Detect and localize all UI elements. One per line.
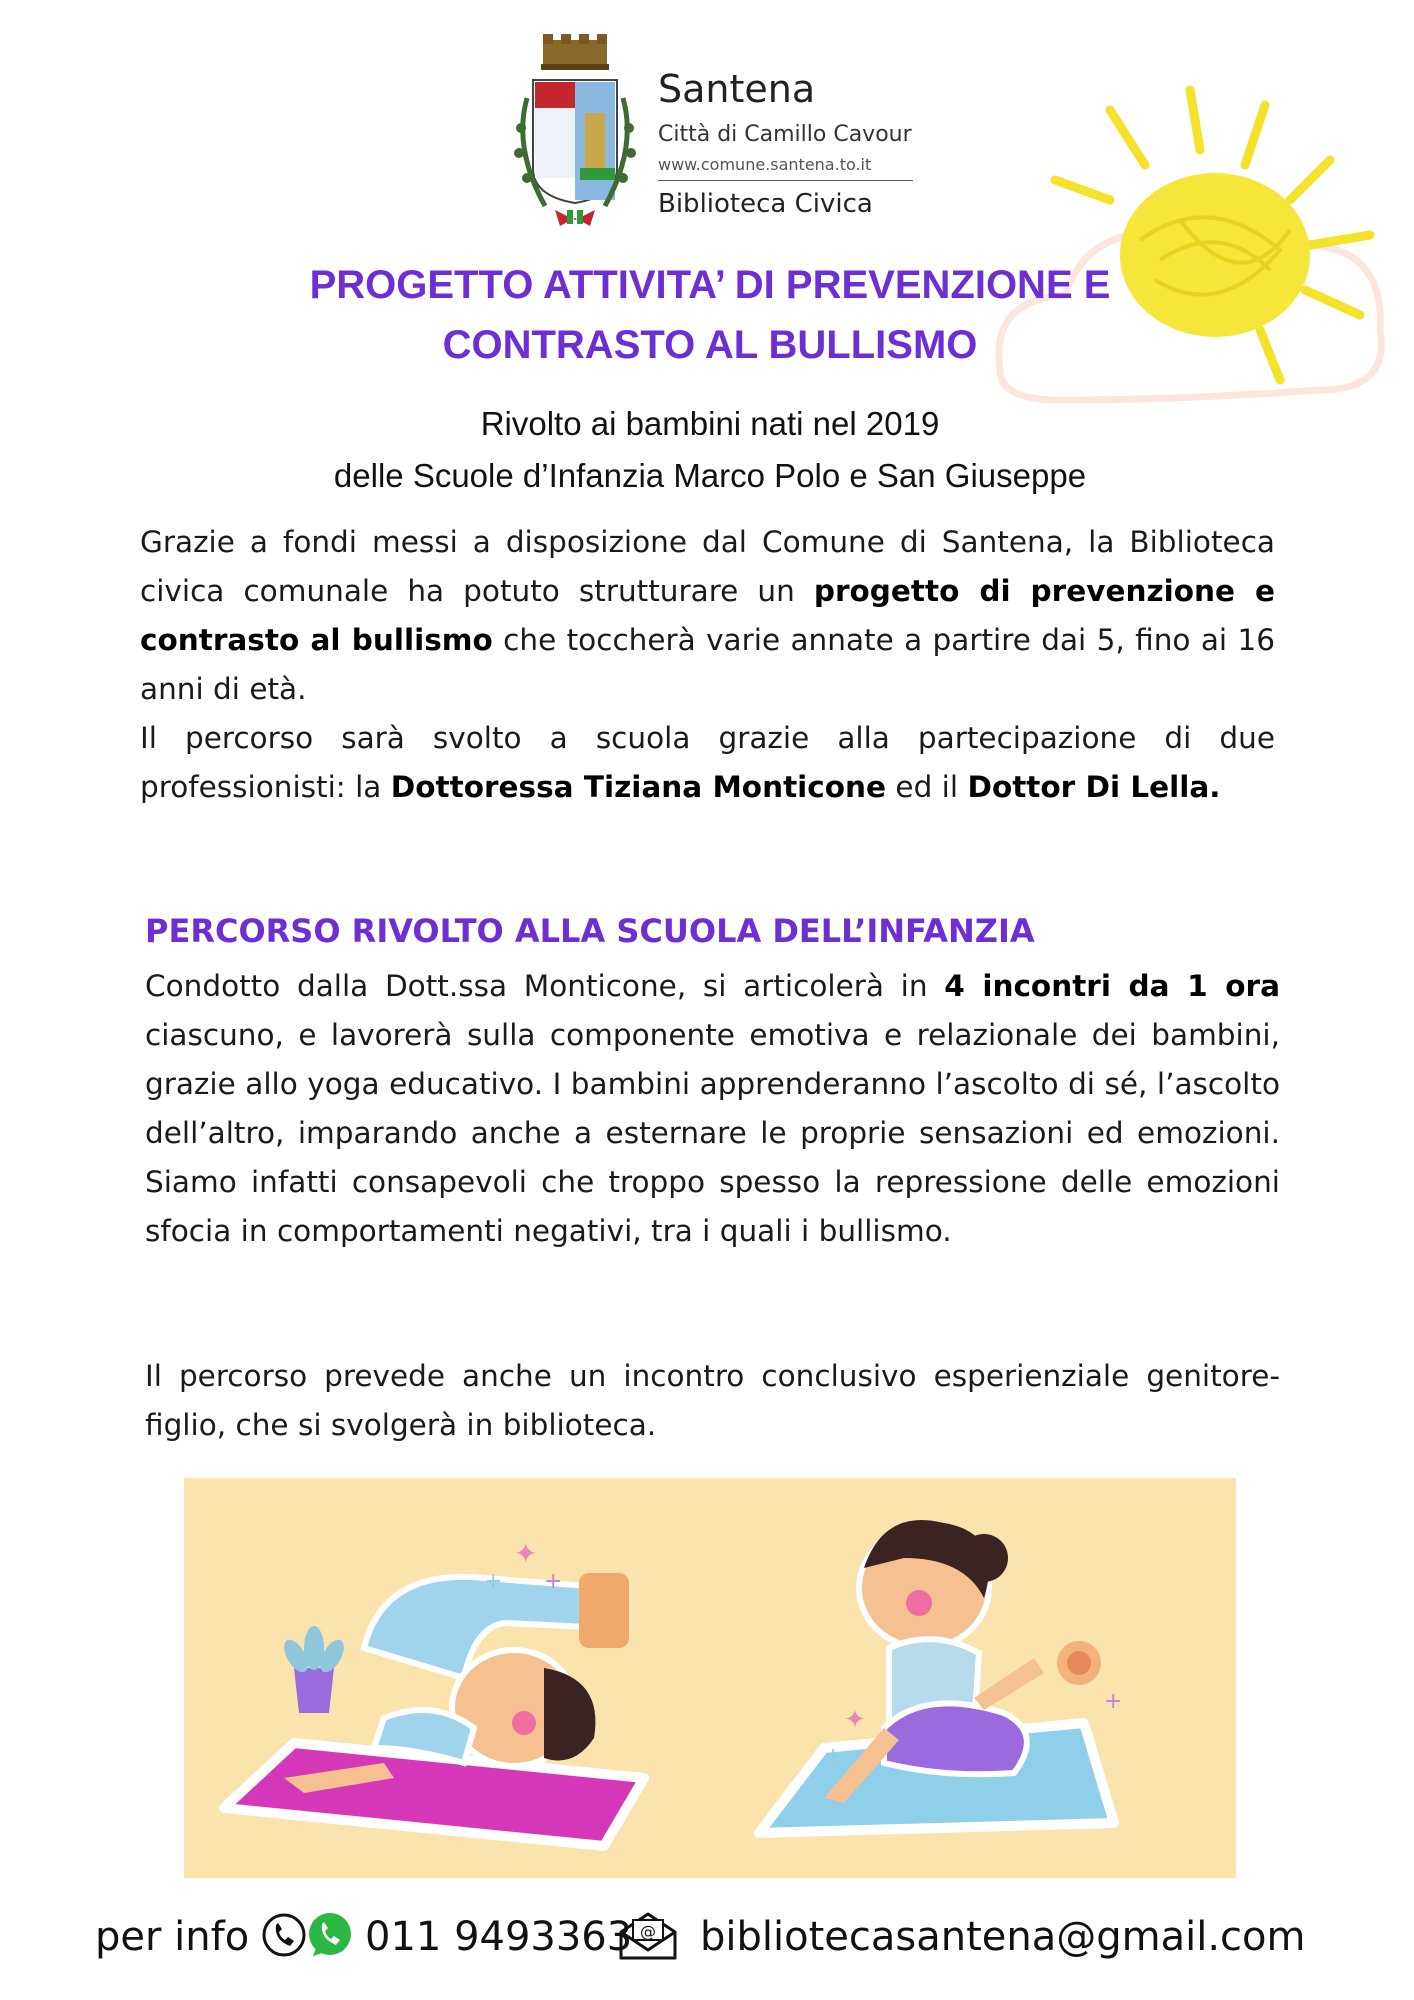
svg-text:@: @: [640, 1922, 656, 1941]
city-subtitle: Città di Camillo Cavour: [658, 122, 912, 147]
library-name: Biblioteca Civica: [658, 189, 873, 219]
mail-icon: [615, 1910, 681, 1962]
svg-text:✦: ✦: [844, 1705, 866, 1735]
svg-text:+: +: [544, 1569, 563, 1594]
section-text-a: Condotto dalla Dott.ssa Monticone, si articolerà in: [145, 969, 945, 1003]
section-bold-meetings: 4 incontri da 1 ora: [944, 969, 1280, 1003]
phone-icon: [260, 1910, 308, 1960]
main-title: [160, 255, 1260, 375]
sun-cloud-decoration: [980, 70, 1400, 430]
title-line-1: PROGETTO ATTIVITA’ DI PREVENZIONE E: [309, 263, 1111, 307]
subtitle: [160, 398, 1260, 502]
intro-text: [140, 518, 1275, 812]
intro-p1-text-b: che toccherà varie annate a partire dai 5, fino ai 16 anni di età.: [140, 623, 1275, 706]
phone-number[interactable]: 011 9493363: [365, 1914, 633, 1960]
intro-paragraph-2: [140, 714, 1275, 812]
subtitle-line-2: delle Scuole d’Infanzia Marco Polo e San Giuseppe: [333, 457, 1087, 494]
email-address[interactable]: bibliotecasantena@gmail.com: [700, 1914, 1306, 1960]
section-body: [145, 962, 1280, 1256]
info-label: per info: [95, 1914, 250, 1960]
logo-text-block: [658, 67, 928, 219]
website-url: www.comune.santena.to.it: [658, 155, 872, 174]
subtitle-line-1: Rivolto ai bambini nati nel 2019: [480, 405, 940, 442]
intro-p2-text-b: ed il: [886, 770, 968, 804]
final-paragraph: Il percorso prevede anche un incontro conclusivo esperienziale genitore- figlio, che si svolgerà in biblioteca.: [145, 1359, 1280, 1442]
doctor-monticone-name: Dottoressa Tiziana Monticone: [390, 770, 887, 804]
city-name: Santena: [658, 67, 816, 111]
logo-divider: [658, 180, 913, 181]
doctor-di-lella-name: Dottor Di Lella.: [967, 770, 1221, 804]
svg-text:+: +: [484, 1569, 503, 1594]
title-line-2: CONTRASTO AL BULLISMO: [442, 323, 978, 367]
svg-text:✦: ✦: [514, 1537, 538, 1570]
intro-p1-text-a: Grazie a fondi messi a disposizione dal Comune di Santena, la Biblioteca civica comunale ha potuto strutturare un: [140, 525, 1275, 608]
svg-text:+: +: [1104, 1689, 1123, 1714]
intro-p2-text-a: Il percorso sarà svolto a scuola grazie alla partecipazione di due professionisti: la: [140, 721, 1275, 804]
section-heading: PERCORSO RIVOLTO ALLA SCUOLA DELL’INFANZIA: [145, 912, 1035, 950]
whatsapp-icon: [305, 1910, 355, 1960]
footer-contacts: [95, 1910, 1335, 1970]
intro-p1-bold: progetto di prevenzione e contrasto al bullismo: [140, 574, 1276, 657]
coat-of-arms-logo: [505, 28, 645, 233]
intro-paragraph-1: [140, 518, 1275, 714]
yoga-kids-illustration: [184, 1478, 1236, 1878]
section-text-b: ciascuno, e lavorerà sulla componente emotiva e relazionale dei bambini, grazie allo yoga educativo. I bambini apprenderanno l’ascolto di sé, l’ascolto dell’altro, imparando anche a esternare le proprie sensazioni ed emozioni. Siamo infatti consapevoli che troppo spesso la repressione delle emozioni sfocia in comportamenti negativi, tra i quali i bullismo.: [145, 1018, 1280, 1248]
svg-text:+: +: [824, 1744, 843, 1769]
